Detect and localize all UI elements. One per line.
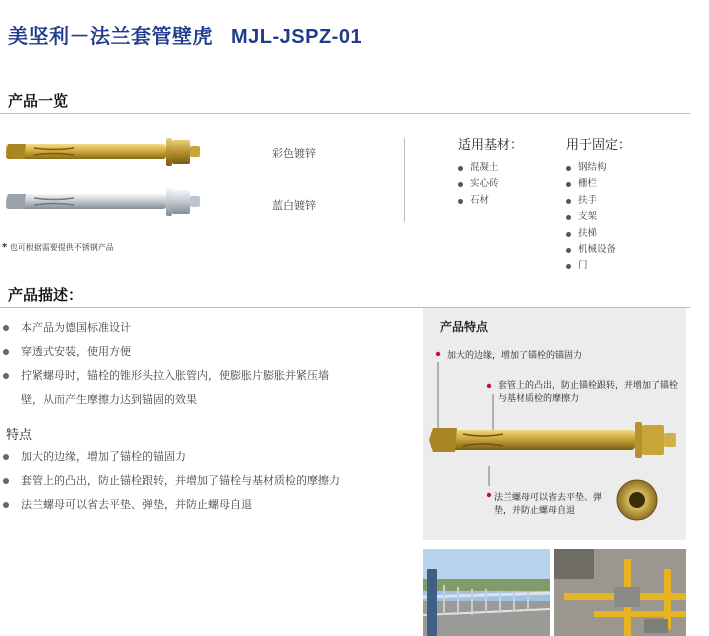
list-item: 扶手 xyxy=(566,193,616,209)
photo-railing xyxy=(423,549,550,636)
note-asterisk: * xyxy=(2,242,8,253)
overview-heading: 产品一览 xyxy=(8,92,69,110)
list-item: 拧紧螺母时，锚栓的锥形头拉入胀管内，使膨胀片膨胀并紧压墙 xyxy=(0,364,329,388)
variant-label-yellow: 彩色镀锌 xyxy=(272,147,316,160)
list-item: 钢结构 xyxy=(566,160,616,176)
list-item: 机械设备 xyxy=(566,242,616,258)
list-item: 加大的边缘，增加了锚栓的锚固力 xyxy=(0,445,340,469)
features-list xyxy=(0,445,340,517)
feature-diagram xyxy=(423,308,686,540)
yellow-zinc-anchor-image xyxy=(4,134,202,170)
product-model: MJL-JSPZ-01 xyxy=(231,26,363,48)
description-heading: 产品描述： xyxy=(8,286,84,304)
callout-edge: 加大的边缘，增加了锚栓的锚固力 xyxy=(447,351,583,361)
description-list xyxy=(0,316,329,412)
uses-list xyxy=(566,160,616,275)
railing-photo-image xyxy=(423,549,550,636)
features-heading: 特点 xyxy=(6,428,33,443)
list-item: 栅栏 xyxy=(566,176,616,192)
list-item: 套管上的凸出，防止锚栓跟转，并增加了锚栓与基材质检的摩擦力 xyxy=(0,469,340,493)
feature-panel-title: 产品特点 xyxy=(440,320,489,334)
list-item: 石材 xyxy=(458,193,499,209)
list-item: 扶梯 xyxy=(566,226,616,242)
list-item-continuation: 壁，从而产生摩擦力达到锚固的效果 xyxy=(21,393,197,406)
stainless-note xyxy=(2,242,114,253)
list-item: 法兰螺母可以省去平垫、弹垫，并防止螺母自退 xyxy=(0,493,340,517)
uses-title: 用于固定： xyxy=(566,138,632,153)
list-item: 本产品为德国标准设计 xyxy=(0,316,329,340)
overview-rule xyxy=(0,113,690,114)
product-name: 美坚利－法兰套管壁虎 xyxy=(8,24,213,48)
list-item: 实心砖 xyxy=(458,176,499,192)
list-item: 混凝土 xyxy=(458,160,499,176)
overview-divider xyxy=(404,138,405,222)
variant-label-blue-white: 蓝白镀锌 xyxy=(272,199,316,212)
note-text: 也可根据需要提供不锈钢产品 xyxy=(9,243,114,252)
callout-bumps: 套管上的凸出，防止锚栓跟转，并增加了锚栓与基材质检的摩擦力 xyxy=(498,381,679,404)
materials-list xyxy=(458,160,499,209)
materials-title: 适用基材： xyxy=(458,138,524,153)
pipes-photo-image xyxy=(554,549,686,636)
callout-flange-nut: 法兰螺母可以省去平垫、弹垫，并防止螺母自退 xyxy=(494,493,603,516)
page-title xyxy=(8,20,362,49)
list-item: 门 xyxy=(566,258,616,274)
blue-white-zinc-anchor-image xyxy=(4,184,202,220)
list-item: 穿透式安装，使用方便 xyxy=(0,340,329,364)
photo-pipes xyxy=(554,549,686,636)
list-item: 支架 xyxy=(566,209,616,225)
